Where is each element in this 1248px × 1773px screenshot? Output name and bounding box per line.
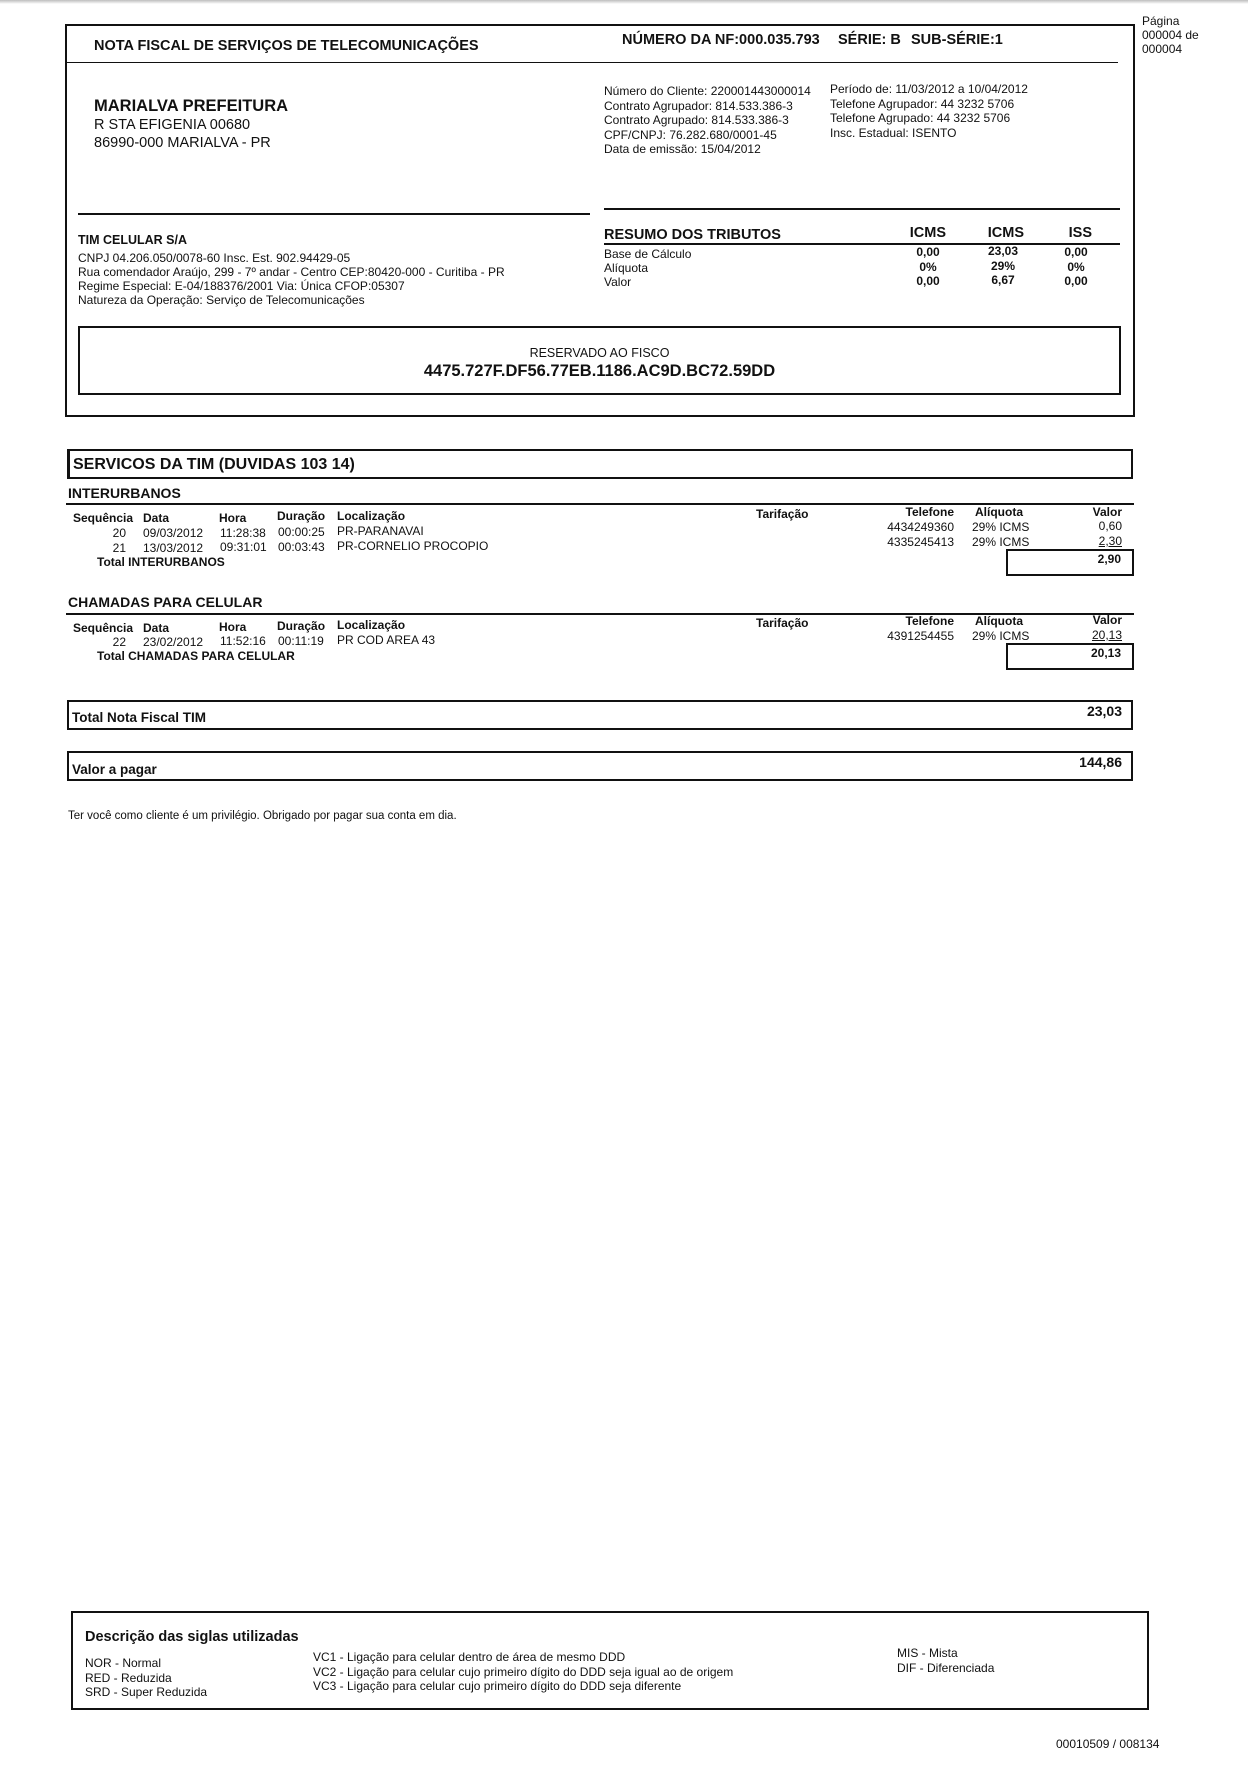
section-total-label: Total CHAMADAS PARA CELULAR [97, 649, 295, 663]
call-seq: 22 [112, 635, 126, 649]
cpf-cnpj: CPF/CNPJ: 76.282.680/0001-45 [604, 127, 777, 142]
col-phone: Telefone [905, 505, 954, 519]
call-date: 09/03/2012 [143, 526, 204, 540]
legend-vc1: VC1 - Ligação para celular dentro de área de mesmo DDD [313, 1650, 626, 1664]
col-duration: Duração [277, 509, 326, 523]
issuer-address: Rua comendador Araújo, 299 - 7º andar - Centro CEP:80420-000 - Curitiba - PR [78, 265, 505, 279]
call-time: 11:28:38 [220, 526, 266, 540]
nf-total-label: Total Nota Fiscal TIM [72, 710, 207, 725]
customer-city: 86990-000 MARIALVA - PR [94, 135, 271, 151]
call-value: 2,30 [1098, 534, 1122, 548]
contract-grouper: Contrato Agrupador: 814.533.386-3 [604, 98, 793, 113]
col-seq: Sequência [73, 621, 134, 635]
tax-value-icms-2: 6,67 [991, 273, 1015, 287]
section-title-celular: CHAMADAS PARA CELULAR [68, 594, 263, 610]
tax-rate-icms-2: 29% [990, 258, 1016, 273]
legend-title: Descrição das siglas utilizadas [85, 1629, 299, 1645]
customer-name: MARIALVA PREFEITURA [94, 97, 289, 115]
issuer-regime: Regime Especial: E-04/188376/2001 Via: Única CFOP:05307 [78, 279, 405, 293]
tax-col-icms-2: ICMS [987, 225, 1024, 241]
section-total-value: 2,90 [1097, 552, 1121, 566]
section-rule-celular [66, 613, 1134, 615]
nf-number: NÚMERO DA NF:000.035.793 [622, 32, 820, 48]
tax-value-iss: 0,00 [1064, 274, 1088, 288]
customer-address: R STA EFIGENIA 00680 [94, 117, 251, 133]
col-phone: Telefone [905, 614, 954, 628]
tax-base-icms-2: 23,03 [987, 244, 1019, 258]
account-info-right [830, 82, 1028, 140]
tax-base-iss: 0,00 [1064, 245, 1088, 259]
call-time: 11:52:16 [220, 634, 266, 648]
tax-label-base: Base de Cálculo [604, 247, 692, 261]
fisco-label: RESERVADO AO FISCO [529, 346, 670, 360]
col-tariff: Tarifação [756, 616, 809, 630]
legend-col-3 [897, 1646, 994, 1675]
section-total-label: Total INTERURBANOS [97, 555, 225, 569]
col-rate: Alíquota [975, 614, 1023, 628]
col-value: Valor [1092, 505, 1122, 519]
tax-col-icms-1: ICMS [909, 225, 946, 241]
header-rule [66, 62, 1118, 63]
call-seq: 21 [112, 541, 126, 555]
call-value: 20,13 [1091, 628, 1122, 642]
page-total: 000004 [1142, 42, 1183, 56]
tax-rate-iss: 0% [1067, 259, 1085, 274]
col-rate: Alíquota [975, 505, 1023, 519]
legend-vc2: VC2 - Ligação para celular cujo primeiro dígito do DDD seja igual ao de origem [313, 1664, 734, 1679]
nf-total-value: 23,03 [1086, 703, 1122, 719]
call-time: 09:31:01 [220, 540, 267, 554]
section-rule-interurbanos [66, 503, 1134, 505]
tax-value-icms-1: 0,00 [916, 274, 940, 288]
section-title-interurbanos: INTERURBANOS [68, 485, 181, 501]
page-indicator [1142, 14, 1199, 56]
scan-edge [0, 0, 1248, 4]
tax-row-labels [604, 247, 691, 289]
call-duration: 00:11:19 [278, 634, 324, 648]
col-location: Localização [337, 618, 406, 632]
col-seq: Sequência [73, 511, 134, 525]
call-location: PR-PARANAVAI [337, 524, 424, 538]
col-value: Valor [1092, 613, 1122, 627]
col-date: Data [143, 511, 170, 525]
tax-rate-icms-1: 0% [919, 259, 937, 274]
col-tariff: Tarifação [756, 507, 809, 521]
call-phone: 4434249360 [887, 520, 954, 534]
nf-series: SÉRIE: B [838, 32, 901, 48]
issuer-name: TIM CELULAR S/A [78, 233, 188, 247]
state-registration: Insc. Estadual: ISENTO [830, 125, 957, 140]
legend-col-1 [85, 1656, 207, 1700]
contract-grouped: Contrato Agrupado: 814.533.386-3 [604, 113, 789, 127]
document-title: NOTA FISCAL DE SERVIÇOS DE TELECOMUNICAÇÕES [94, 38, 479, 54]
issuer-details [78, 251, 505, 307]
tax-header-rule [604, 243, 1120, 245]
call-duration: 00:03:43 [278, 540, 325, 554]
legend-col-2 [313, 1650, 733, 1694]
tax-values-iss [1046, 245, 1106, 289]
amount-due-value: 144,86 [1079, 754, 1122, 770]
call-location: PR-CORNELIO PROCOPIO [337, 539, 489, 553]
tax-base-icms-1: 0,00 [916, 245, 940, 259]
legend-dif: DIF - Diferenciada [897, 1660, 995, 1675]
customer-block [94, 96, 288, 152]
call-rate: 29% ICMS [972, 535, 1030, 549]
legend-mis: MIS - Mista [897, 1646, 958, 1660]
col-date: Data [143, 621, 170, 635]
tax-label-value: Valor [604, 275, 632, 289]
tax-label-rate: Alíquota [604, 261, 649, 275]
page-current: 000004 de [1142, 28, 1199, 42]
call-location: PR COD AREA 43 [337, 633, 436, 647]
fisco-box [78, 326, 1121, 395]
col-location: Localização [337, 509, 406, 523]
phone-grouped: Telefone Agrupado: 44 3232 5706 [830, 111, 1011, 125]
col-time: Hora [219, 620, 247, 634]
col-duration: Duração [277, 619, 326, 633]
call-phone: 4335245413 [887, 535, 954, 549]
page-label: Página [1142, 14, 1180, 28]
footer-code: 00010509 / 008134 [1056, 1737, 1160, 1751]
issuer-nature: Natureza da Operação: Serviço de Telecomunicações [78, 293, 365, 307]
services-title: SERVICOS DA TIM (DUVIDAS 103 14) [73, 456, 355, 473]
call-rate: 29% ICMS [972, 629, 1030, 643]
phone-grouper: Telefone Agrupador: 44 3232 5706 [830, 96, 1015, 111]
amount-due-label: Valor a pagar [72, 762, 157, 777]
section-total-value: 20,13 [1090, 646, 1121, 660]
call-phone: 4391254455 [887, 629, 954, 643]
call-duration: 00:00:25 [278, 525, 325, 539]
nf-subseries: SUB-SÉRIE:1 [911, 32, 1003, 48]
call-date: 13/03/2012 [143, 541, 204, 555]
fisco-code: 4475.727F.DF56.77EB.1186.AC9D.BC72.59DD [423, 362, 776, 380]
legend-vc3: VC3 - Ligação para celular cujo primeiro dígito do DDD seja diferente [313, 1679, 682, 1693]
thank-you-message: Ter você como cliente é um privilégio. Obrigado por pagar sua conta em dia. [68, 810, 457, 822]
tax-col-iss: ISS [1068, 225, 1092, 241]
issuer-cnpj: CNPJ 04.206.050/0078-60 Insc. Est. 902.94429-05 [78, 251, 351, 265]
legend-srd: SRD - Super Reduzida [85, 1685, 208, 1699]
call-seq: 20 [112, 526, 126, 540]
client-number: Número do Cliente: 220001443000014 [604, 84, 811, 98]
legend-red: RED - Reduzida [85, 1670, 172, 1685]
call-date: 23/02/2012 [143, 635, 204, 649]
call-value: 0,60 [1098, 519, 1122, 533]
amount-due-box [67, 751, 1133, 781]
legend-nor: NOR - Normal [85, 1656, 162, 1670]
col-time: Hora [219, 511, 247, 525]
issuer-rule [78, 213, 590, 215]
issue-date: Data de emissão: 15/04/2012 [604, 142, 761, 156]
nf-total-box [67, 700, 1133, 730]
tax-values-icms-2 [973, 244, 1033, 288]
call-rate: 29% ICMS [972, 520, 1030, 534]
tax-values-icms-1 [898, 245, 958, 289]
tax-top-rule [604, 208, 1120, 210]
account-info-left [604, 84, 811, 157]
billing-period: Período de: 11/03/2012 a 10/04/2012 [830, 82, 1028, 96]
tax-summary-title: RESUMO DOS TRIBUTOS [604, 227, 781, 243]
